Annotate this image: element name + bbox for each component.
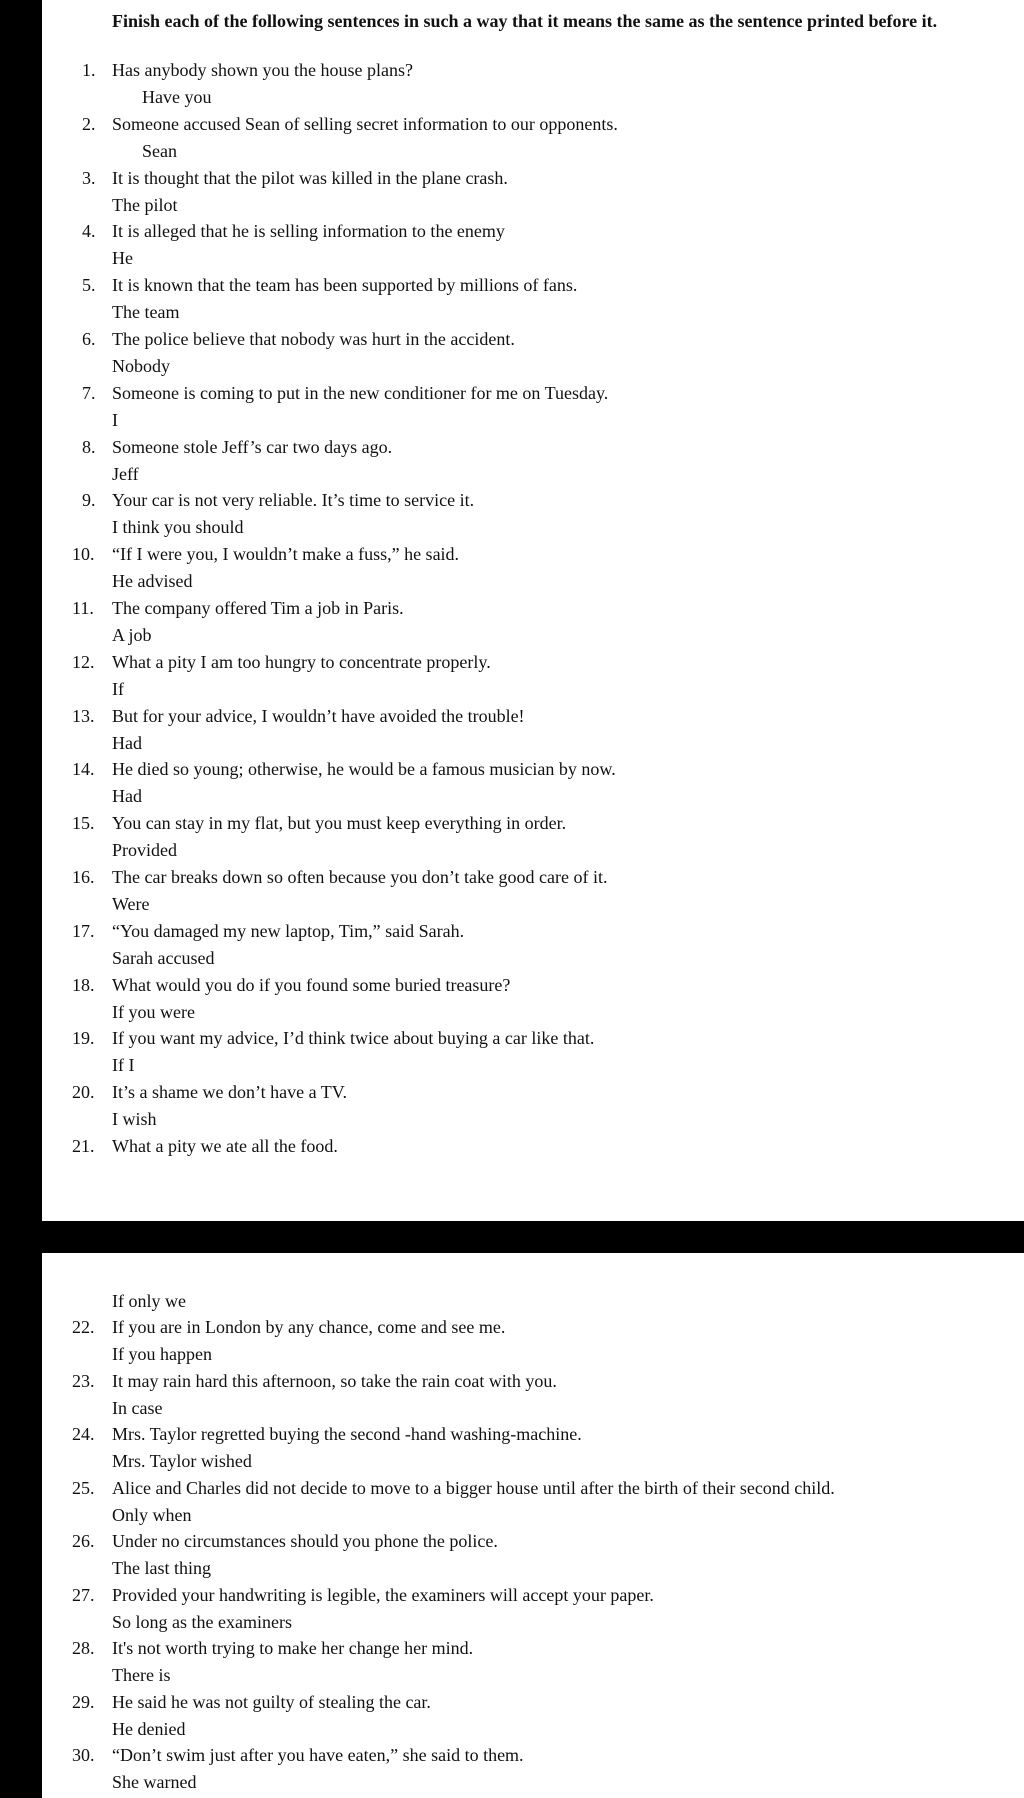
- question-number: 5.: [82, 275, 96, 296]
- worksheet-page-1: [42, 0, 1024, 1221]
- question-number: 19.: [72, 1028, 95, 1049]
- answer-stem: Mrs. Taylor wished: [112, 1451, 252, 1471]
- question-number: 2.: [82, 113, 96, 134]
- answer-stem: He: [112, 248, 133, 269]
- answer-stem: She warned: [112, 1772, 197, 1792]
- answer-stem: Nobody: [112, 356, 170, 376]
- question-text: “Don’t swim just after you have eaten,” she said to them.: [112, 1745, 524, 1765]
- answer-stem: Provided: [112, 840, 177, 861]
- question-number: 10.: [72, 544, 95, 565]
- question-number: 6.: [82, 329, 96, 349]
- answer-stem: I wish: [112, 1109, 157, 1130]
- question-text: Provided your handwriting is legible, the examiners will accept your paper.: [112, 1584, 654, 1605]
- question-number: 29.: [72, 1691, 95, 1712]
- question-text: It may rain hard this afternoon, so take the rain coat with you.: [112, 1370, 557, 1391]
- question-number: 16.: [72, 867, 95, 887]
- question-number: 14.: [72, 759, 95, 780]
- question-text: Under no circumstances should you phone the police.: [112, 1531, 498, 1551]
- answer-stem: In case: [112, 1397, 163, 1418]
- answer-stem: Jeff: [112, 463, 139, 484]
- question-number: 9.: [82, 490, 96, 511]
- question-number: 18.: [72, 974, 95, 995]
- answer-stem: If only we: [112, 1291, 186, 1311]
- answer-stem: A job: [112, 625, 152, 645]
- answer-stem: I think you should: [112, 517, 244, 538]
- answer-stem: The pilot: [112, 194, 178, 215]
- answer-stem: Only when: [112, 1504, 192, 1525]
- answer-stem: So long as the examiners: [112, 1611, 292, 1632]
- question-text: He died so young; otherwise, he would be a famous musician by now.: [112, 759, 616, 780]
- question-text: It is known that the team has been supported by millions of fans.: [112, 275, 578, 296]
- question-text: Has anybody shown you the house plans?: [112, 60, 413, 80]
- question-text: What a pity we ate all the food.: [112, 1136, 338, 1156]
- question-number: 22.: [72, 1317, 95, 1337]
- question-number: 4.: [82, 221, 96, 242]
- answer-stem: I: [112, 409, 118, 430]
- question-text: The police believe that nobody was hurt in the accident.: [112, 329, 515, 349]
- question-number: 30.: [72, 1745, 95, 1765]
- instruction-text: Finish each of the following sentences in such a way that it means the same as the sentence printed before it.: [112, 11, 938, 31]
- answer-stem: If you happen: [112, 1344, 212, 1364]
- question-number: 20.: [72, 1082, 95, 1103]
- question-number: 1.: [82, 60, 96, 80]
- question-text: You can stay in my flat, but you must keep everything in order.: [112, 813, 567, 834]
- answer-stem: Had: [112, 786, 142, 807]
- question-number: 17.: [72, 920, 95, 941]
- question-text: If you are in London by any chance, come and see me.: [112, 1317, 506, 1337]
- question-text: The company offered Tim a job in Paris.: [112, 598, 404, 618]
- question-number: 8.: [82, 436, 96, 457]
- question-text: If you want my advice, I’d think twice about buying a car like that.: [112, 1028, 595, 1049]
- question-text: It is alleged that he is selling information to the enemy: [112, 221, 505, 242]
- question-number: 26.: [72, 1531, 95, 1551]
- question-number: 27.: [72, 1584, 95, 1605]
- question-number: 23.: [72, 1370, 95, 1391]
- answer-stem: The last thing: [112, 1558, 211, 1578]
- answer-stem: Sarah accused: [112, 947, 215, 968]
- answer-stem: Had: [112, 732, 142, 753]
- question-text: But for your advice, I wouldn’t have avoided the trouble!: [112, 705, 525, 726]
- question-text: Your car is not very reliable. It’s time to service it.: [112, 490, 475, 511]
- question-text: He said he was not guilty of stealing the car.: [112, 1691, 431, 1712]
- question-text: What a pity I am too hungry to concentrate properly.: [112, 651, 491, 672]
- question-number: 13.: [72, 705, 95, 726]
- question-text: It’s a shame we don’t have a TV.: [112, 1082, 347, 1103]
- question-text: The car breaks down so often because you don’t take good care of it.: [112, 867, 608, 887]
- answer-stem: If you were: [112, 1001, 195, 1022]
- question-text: It's not worth trying to make her change her mind.: [112, 1638, 474, 1658]
- question-number: 25.: [72, 1477, 95, 1498]
- question-text: Someone is coming to put in the new conditioner for me on Tuesday.: [112, 382, 609, 403]
- question-text: Alice and Charles did not decide to move to a bigger house until after the birth of their second child.: [112, 1477, 835, 1498]
- question-text: Mrs. Taylor regretted buying the second -hand washing-machine.: [112, 1424, 582, 1444]
- question-text: Someone stole Jeff’s car two days ago.: [112, 436, 393, 457]
- answer-stem: Were: [112, 894, 150, 914]
- answer-stem: The team: [112, 302, 180, 323]
- answer-stem: If I: [112, 1055, 135, 1076]
- question-number: 21.: [72, 1136, 95, 1156]
- answer-stem: He advised: [112, 571, 193, 592]
- question-number: 7.: [82, 382, 96, 403]
- question-text: “If I were you, I wouldn’t make a fuss,” he said.: [112, 544, 460, 565]
- worksheet-page-2: [42, 1253, 1024, 1798]
- question-number: 28.: [72, 1638, 95, 1658]
- question-number: 12.: [72, 651, 95, 672]
- answer-stem: If: [112, 678, 124, 699]
- answer-stem: Have you: [142, 87, 212, 107]
- question-number: 11.: [72, 598, 94, 618]
- question-text: It is thought that the pilot was killed in the plane crash.: [112, 167, 508, 188]
- question-text: Someone accused Sean of selling secret information to our opponents.: [112, 113, 618, 134]
- answer-stem: He denied: [112, 1718, 186, 1739]
- question-number: 3.: [82, 167, 96, 188]
- question-number: 24.: [72, 1424, 95, 1444]
- answer-stem: Sean: [142, 140, 177, 161]
- answer-stem: There is: [112, 1665, 171, 1685]
- question-text: What would you do if you found some buried treasure?: [112, 974, 511, 995]
- question-number: 15.: [72, 813, 95, 834]
- question-text: “You damaged my new laptop, Tim,” said Sarah.: [112, 920, 465, 941]
